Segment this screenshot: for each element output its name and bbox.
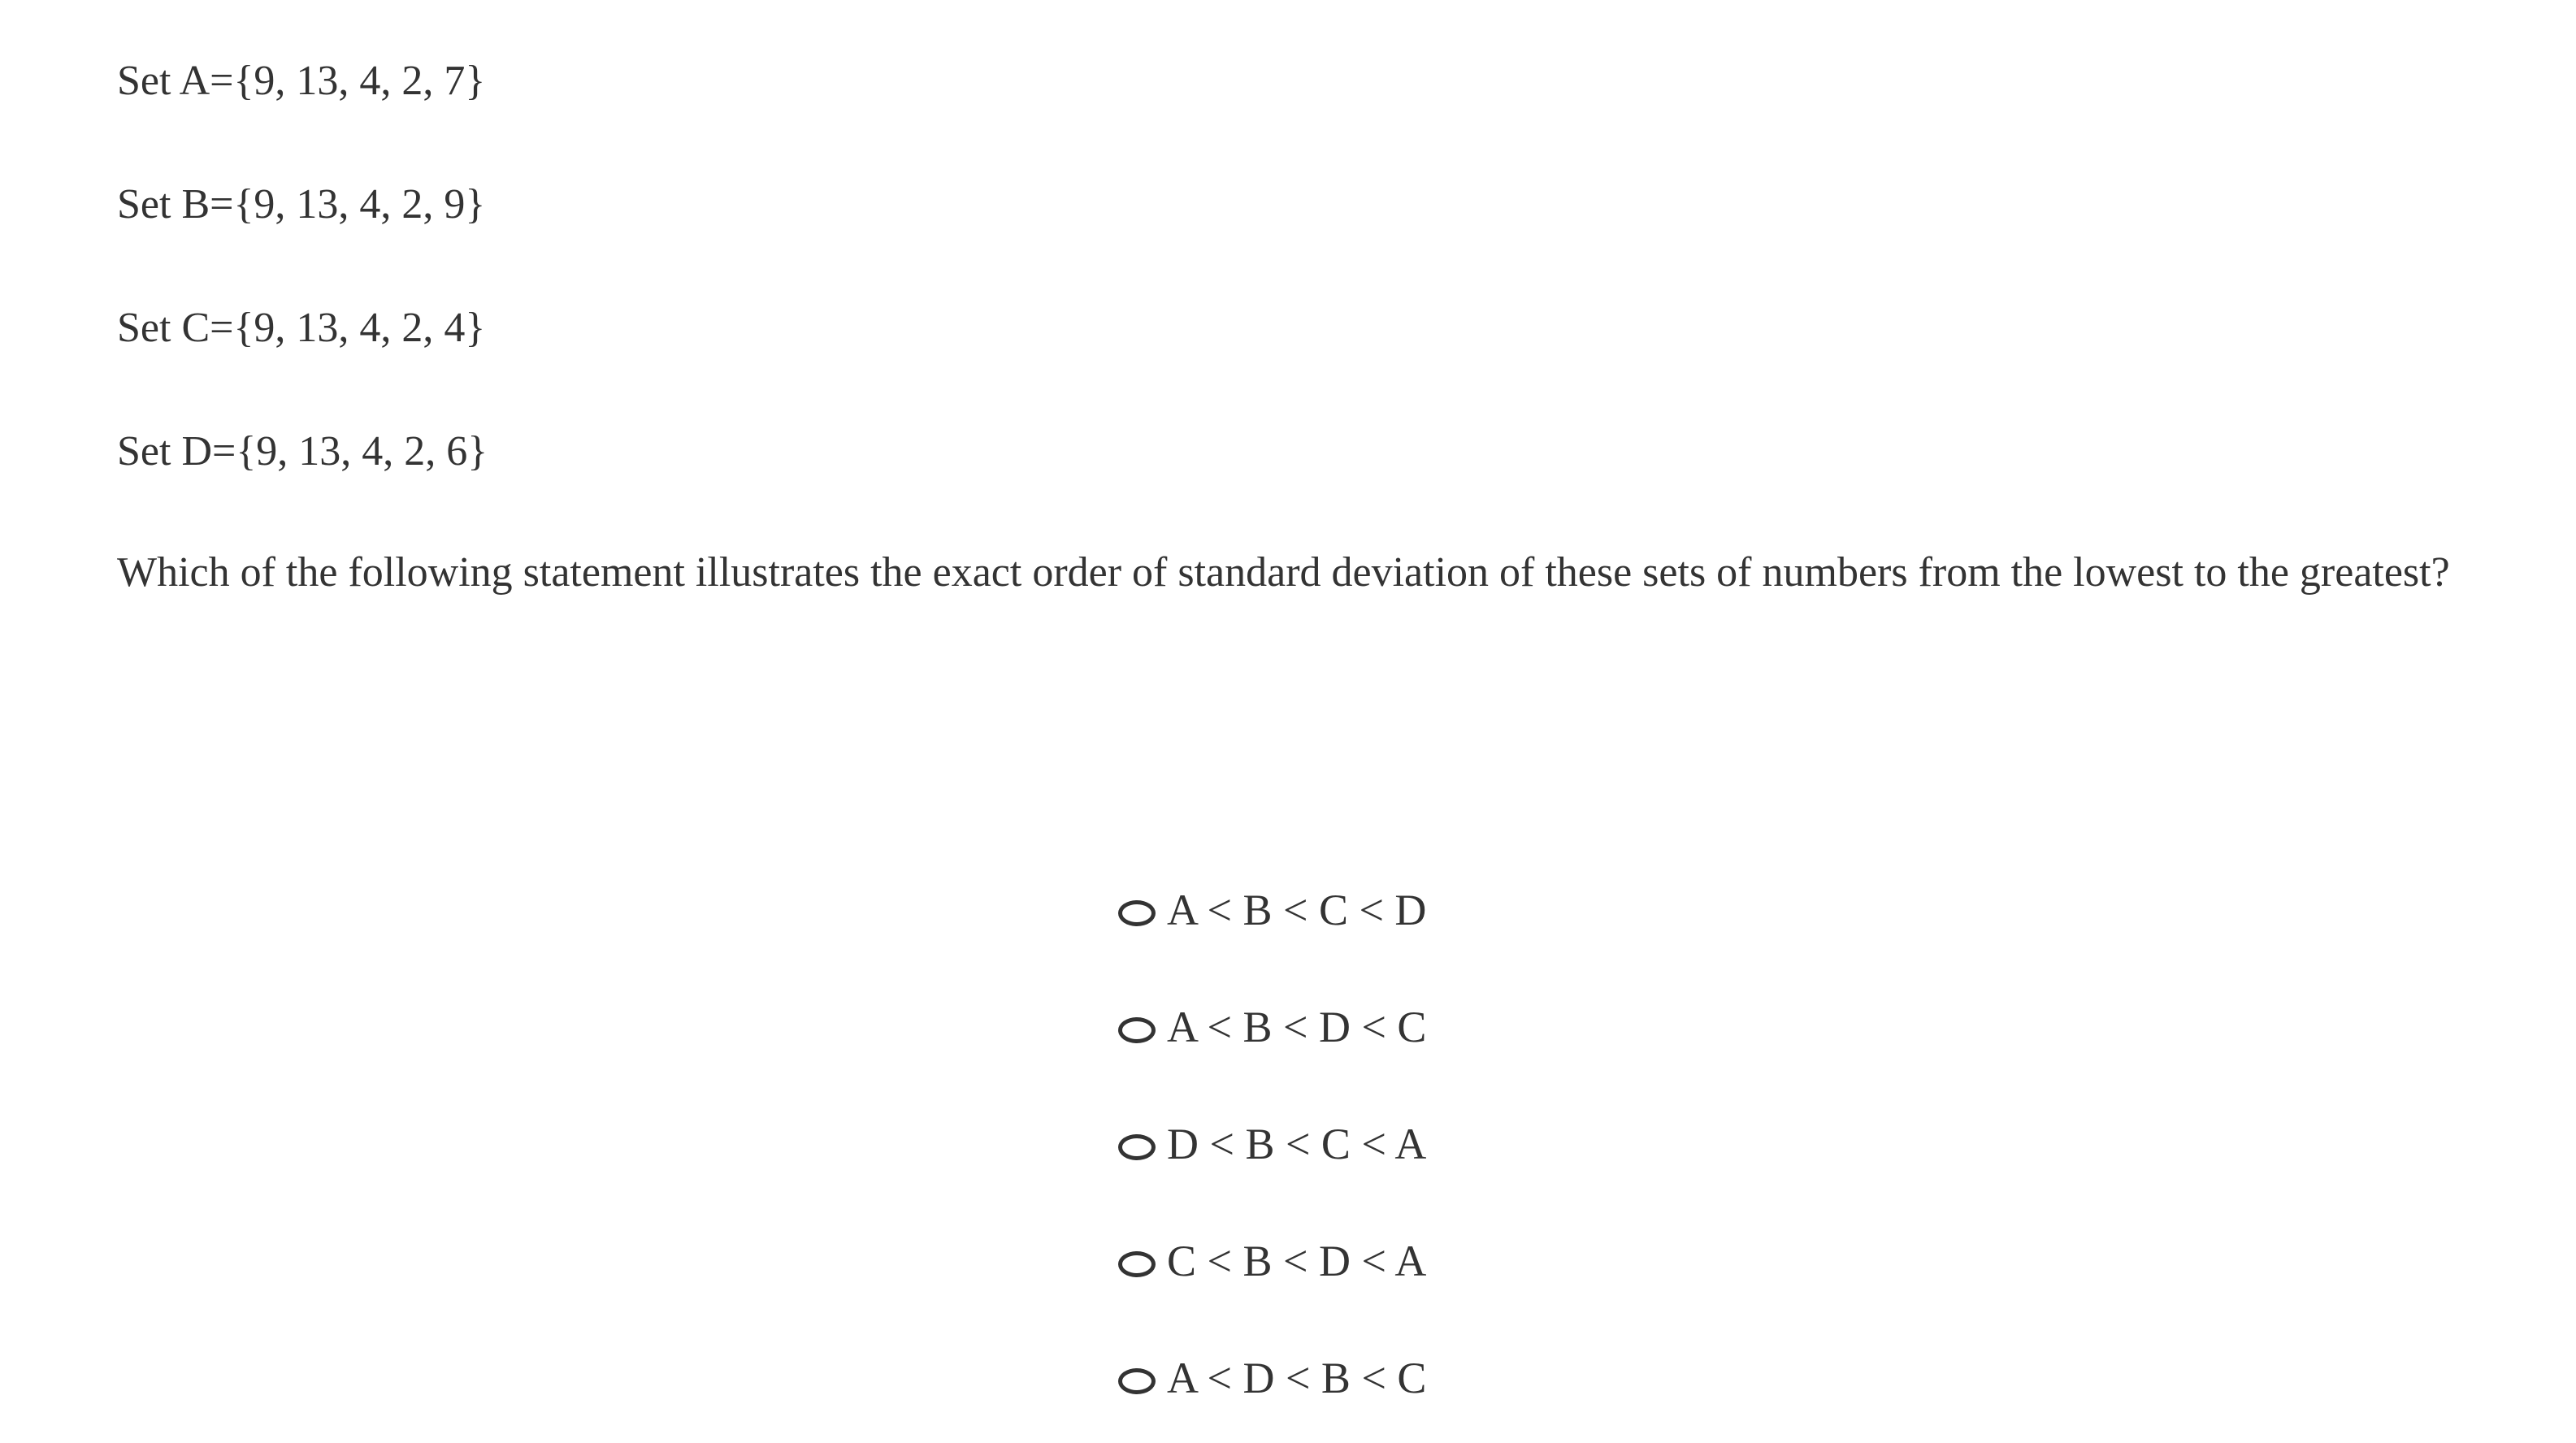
set-c-line: Set C={9, 13, 4, 2, 4}: [117, 305, 486, 351]
option-3[interactable]: [1118, 1118, 1426, 1170]
radio-button-icon[interactable]: [1118, 900, 1156, 926]
radio-button-icon[interactable]: [1118, 1251, 1156, 1277]
option-1[interactable]: [1118, 884, 1426, 936]
option-label: D < B < C < A: [1167, 1120, 1427, 1168]
option-label: A < B < C < D: [1167, 886, 1427, 934]
radio-button-icon[interactable]: [1118, 1017, 1156, 1043]
option-label: A < D < B < C: [1167, 1354, 1427, 1402]
option-label: A < B < D < C: [1167, 1003, 1427, 1051]
option-label: C < B < D < A: [1167, 1237, 1427, 1285]
set-d-line: Set D={9, 13, 4, 2, 6}: [117, 428, 488, 474]
option-4[interactable]: [1118, 1235, 1426, 1287]
option-2[interactable]: [1118, 1001, 1426, 1053]
option-5[interactable]: [1118, 1352, 1426, 1404]
set-a-line: Set A={9, 13, 4, 2, 7}: [117, 58, 486, 104]
radio-button-icon[interactable]: [1118, 1368, 1156, 1394]
set-b-line: Set B={9, 13, 4, 2, 9}: [117, 181, 486, 228]
question-text: Which of the following statement illustrates the exact order of standard deviation of these sets of numbers from the lowest to the greatest?: [117, 549, 2450, 596]
radio-button-icon[interactable]: [1118, 1134, 1156, 1160]
